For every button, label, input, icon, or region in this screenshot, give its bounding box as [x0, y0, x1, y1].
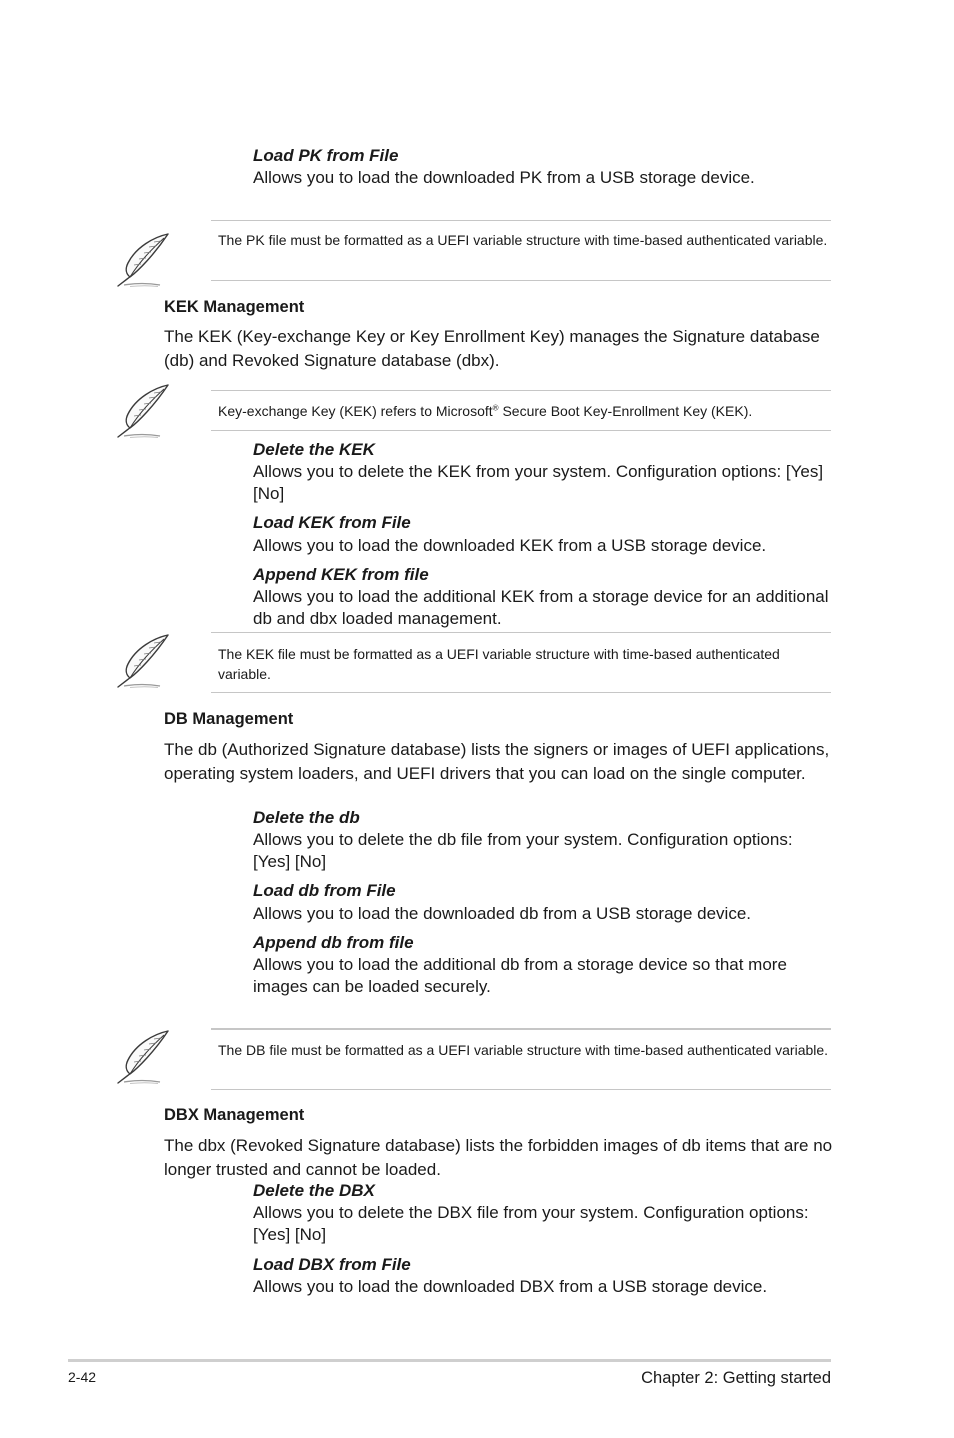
note-kek-info-text: Key-exchange Key (KEK) refers to Microsoft® Secure Boot Key-Enrollment Key (KEK).	[218, 403, 753, 419]
feather-note-icon	[114, 231, 172, 287]
append-kek-text: Allows you to load the additional KEK from a storage device for an additional db and dbx loaded management.	[253, 587, 829, 628]
chapter-title: Chapter 2: Getting started	[641, 1369, 831, 1387]
note-box-kek-file	[211, 632, 831, 693]
delete-dbx-title: Delete the DBX	[253, 1181, 375, 1200]
kek-heading: KEK Management	[164, 298, 305, 316]
load-pk-text: Allows you to load the downloaded PK from a USB storage device.	[253, 168, 755, 187]
load-pk-title: Load PK from File	[253, 146, 399, 165]
load-dbx-text: Allows you to load the downloaded DBX from a USB storage device.	[253, 1277, 768, 1296]
load-db-title: Load db from File	[253, 881, 396, 900]
feather-note-icon	[114, 632, 172, 688]
note-box-kek-info	[211, 390, 831, 431]
append-db-text: Allows you to load the additional db from a storage device so that more images can be loaded securely.	[253, 955, 787, 996]
dbx-heading: DBX Management	[164, 1106, 305, 1124]
note-kek-file-text: The KEK file must be formatted as a UEFI variable structure with time-based authenticated variable.	[218, 646, 780, 682]
delete-db-title: Delete the db	[253, 808, 360, 827]
db-heading: DB Management	[164, 710, 294, 728]
append-kek-title: Append KEK from file	[253, 565, 429, 584]
page-number: 2-42	[68, 1369, 97, 1385]
footer-divider	[68, 1359, 831, 1362]
note-pk-text: The PK file must be formatted as a UEFI variable structure with time-based authenticated variable.	[218, 232, 828, 248]
append-db-title: Append db from file	[253, 933, 414, 952]
delete-kek-title: Delete the KEK	[253, 440, 375, 459]
feather-note-icon	[114, 1028, 172, 1084]
note-box-pk	[211, 220, 831, 281]
load-dbx-title: Load DBX from File	[253, 1255, 411, 1274]
load-kek-text: Allows you to load the downloaded KEK from a USB storage device.	[253, 536, 767, 555]
feather-note-icon	[114, 382, 172, 438]
delete-dbx-text: Allows you to delete the DBX file from your system. Configuration options: [Yes] [No]	[253, 1203, 809, 1244]
note-db-file-text: The DB file must be formatted as a UEFI variable structure with time-based authenticated variable.	[218, 1042, 829, 1058]
delete-kek-text: Allows you to delete the KEK from your system. Configuration options: [Yes] [No]	[253, 462, 824, 503]
note-box-db-file	[211, 1028, 831, 1090]
load-db-text: Allows you to load the downloaded db from a USB storage device.	[253, 904, 752, 923]
load-kek-title: Load KEK from File	[253, 513, 411, 532]
kek-description: The KEK (Key-exchange Key or Key Enrollment Key) manages the Signature database (db) and Revoked Signature database (dbx).	[164, 327, 820, 370]
dbx-description: The dbx (Revoked Signature database) lists the forbidden images of db items that are no longer trusted and cannot be loaded.	[164, 1136, 833, 1179]
delete-db-text: Allows you to delete the db file from your system. Configuration options: [Yes] [No]	[253, 830, 793, 871]
db-description: The db (Authorized Signature database) lists the signers or images of UEFI applications, operating system loaders, and UEFI drivers that you can load on the single computer.	[164, 740, 830, 783]
